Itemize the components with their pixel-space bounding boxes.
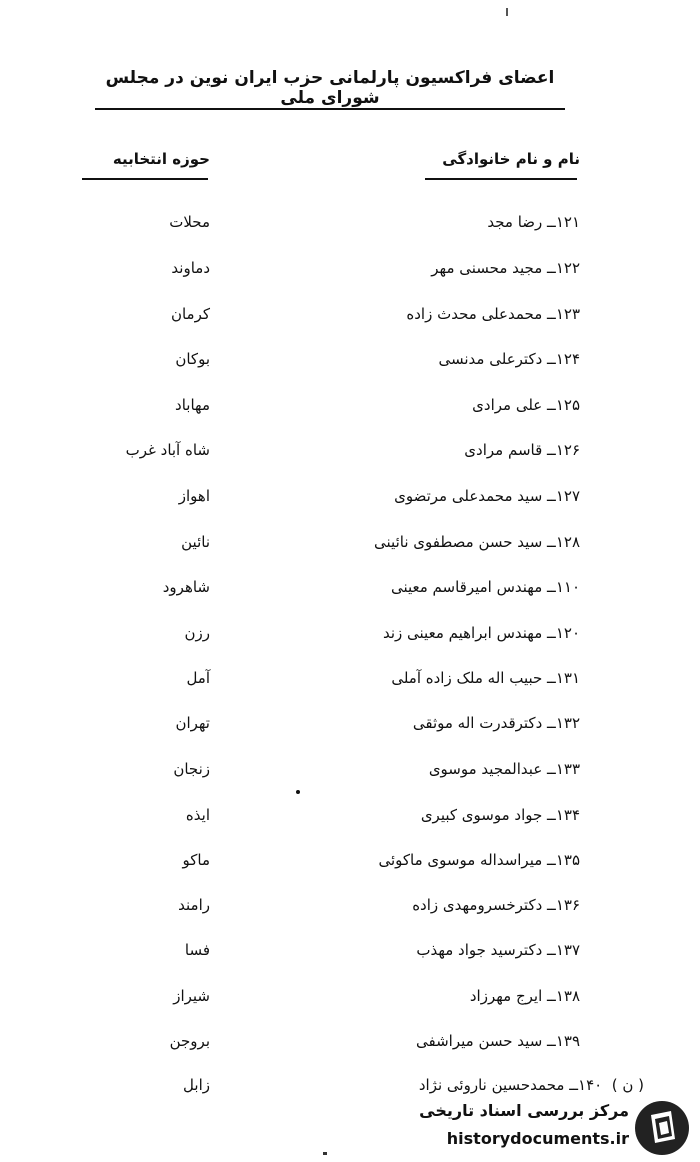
member-name: ۱۲۱ــ رضا مجد bbox=[487, 213, 580, 231]
member-name: ۱۲۲ــ مجید محسنی مهر bbox=[431, 259, 580, 277]
member-district: شیراز bbox=[173, 987, 210, 1005]
continuation-marker: ( ن ) bbox=[611, 1076, 644, 1094]
member-district: بوکان bbox=[175, 350, 210, 368]
archive-logo-icon bbox=[633, 1099, 691, 1157]
member-name: ۱۳۶ــ دکترخسرومهدی زاده bbox=[412, 896, 580, 914]
list-item bbox=[0, 806, 700, 836]
member-name: ۱۳۳ــ عبدالمجید موسوی bbox=[428, 760, 580, 778]
watermark-name: مرکز بررسی اسناد تاریخی bbox=[419, 1101, 629, 1120]
member-name: ۱۳۸ــ ایرج مهرزاد bbox=[469, 987, 580, 1005]
member-name: ۱۲۳ــ محمدعلی محدث زاده bbox=[406, 305, 580, 323]
list-item bbox=[0, 987, 700, 1017]
column-header-district: حوزه انتخابیه bbox=[112, 150, 210, 168]
list-item bbox=[0, 350, 700, 380]
member-district: شاه آباد غرب bbox=[125, 441, 210, 459]
list-item bbox=[0, 259, 700, 289]
member-district: ایذه bbox=[185, 806, 210, 824]
member-district: بروجن bbox=[169, 1032, 210, 1050]
ink-dot bbox=[296, 790, 300, 794]
member-district: زابل bbox=[183, 1076, 210, 1094]
list-item bbox=[0, 305, 700, 335]
member-name-text: ۱۴۰ــ محمدحسین ناروئی نژاد bbox=[418, 1076, 603, 1094]
list-item bbox=[0, 760, 700, 790]
member-name bbox=[419, 1076, 644, 1094]
member-name: ۱۳۲ــ دکترقدرت اله موثقی bbox=[412, 714, 580, 732]
list-item bbox=[0, 533, 700, 563]
member-district: رامند bbox=[178, 896, 210, 914]
member-district: دماوند bbox=[171, 259, 210, 277]
member-district: مهاباد bbox=[175, 396, 210, 414]
column-header-names: نام و نام خانوادگی bbox=[442, 150, 580, 168]
member-district: محلات bbox=[169, 213, 210, 231]
member-district: فسا bbox=[184, 941, 210, 959]
list-item bbox=[0, 624, 700, 654]
member-name: ۱۳۷ــ دکترسید جواد مهذب bbox=[416, 941, 580, 959]
member-name: ۱۱۰ــ مهندس امیرقاسم معینی bbox=[390, 578, 580, 596]
member-name: ۱۲۸ــ سید حسن مصطفوی نائینی bbox=[374, 533, 580, 551]
member-district: کرمان bbox=[170, 305, 210, 323]
member-district: شاهرود bbox=[162, 578, 210, 596]
member-district: آمل bbox=[186, 669, 210, 687]
member-name: ۱۲۴ــ دکترعلی مدنسی bbox=[438, 350, 580, 368]
list-item bbox=[0, 396, 700, 426]
watermark-site: historydocuments.ir bbox=[446, 1129, 629, 1148]
list-item bbox=[0, 941, 700, 971]
archive-watermark bbox=[405, 1097, 695, 1159]
scan-mark bbox=[323, 1152, 327, 1155]
member-name: ۱۳۴ــ جواد موسوی کبیری bbox=[420, 806, 580, 824]
list-item bbox=[0, 441, 700, 471]
member-name: ۱۳۹ــ سید حسن میراشفی bbox=[416, 1032, 580, 1050]
list-item bbox=[0, 578, 700, 608]
member-name: ۱۲۷ــ سید محمدعلی مرتضوی bbox=[394, 487, 580, 505]
member-name: ۱۳۱ــ حبیب اله ملک زاده آملی bbox=[391, 669, 580, 687]
list-item bbox=[0, 851, 700, 881]
member-name: ۱۲۰ــ مهندس ابراهیم معینی زند bbox=[382, 624, 580, 642]
member-district: ماکو bbox=[182, 851, 210, 869]
list-item bbox=[0, 487, 700, 517]
member-district: نائین bbox=[181, 533, 210, 551]
member-district: اهواز bbox=[178, 487, 210, 505]
list-item bbox=[0, 896, 700, 926]
document-title: اعضای فراکسیون پارلمانی حزب ایران نوین در مجلس شورای ملی bbox=[105, 68, 555, 108]
member-name: ۱۳۵ــ میراسداله موسوی ماکوئی bbox=[378, 851, 580, 869]
member-district: رزن bbox=[184, 624, 210, 642]
list-item bbox=[0, 213, 700, 243]
member-district: تهران bbox=[175, 714, 210, 732]
list-item bbox=[0, 1032, 700, 1062]
list-item bbox=[0, 669, 700, 699]
member-district: زنجان bbox=[173, 760, 210, 778]
list-item bbox=[0, 714, 700, 744]
member-name: ۱۲۶ــ قاسم مرادی bbox=[464, 441, 580, 459]
member-name: ۱۲۵ــ علی مرادی bbox=[472, 396, 580, 414]
